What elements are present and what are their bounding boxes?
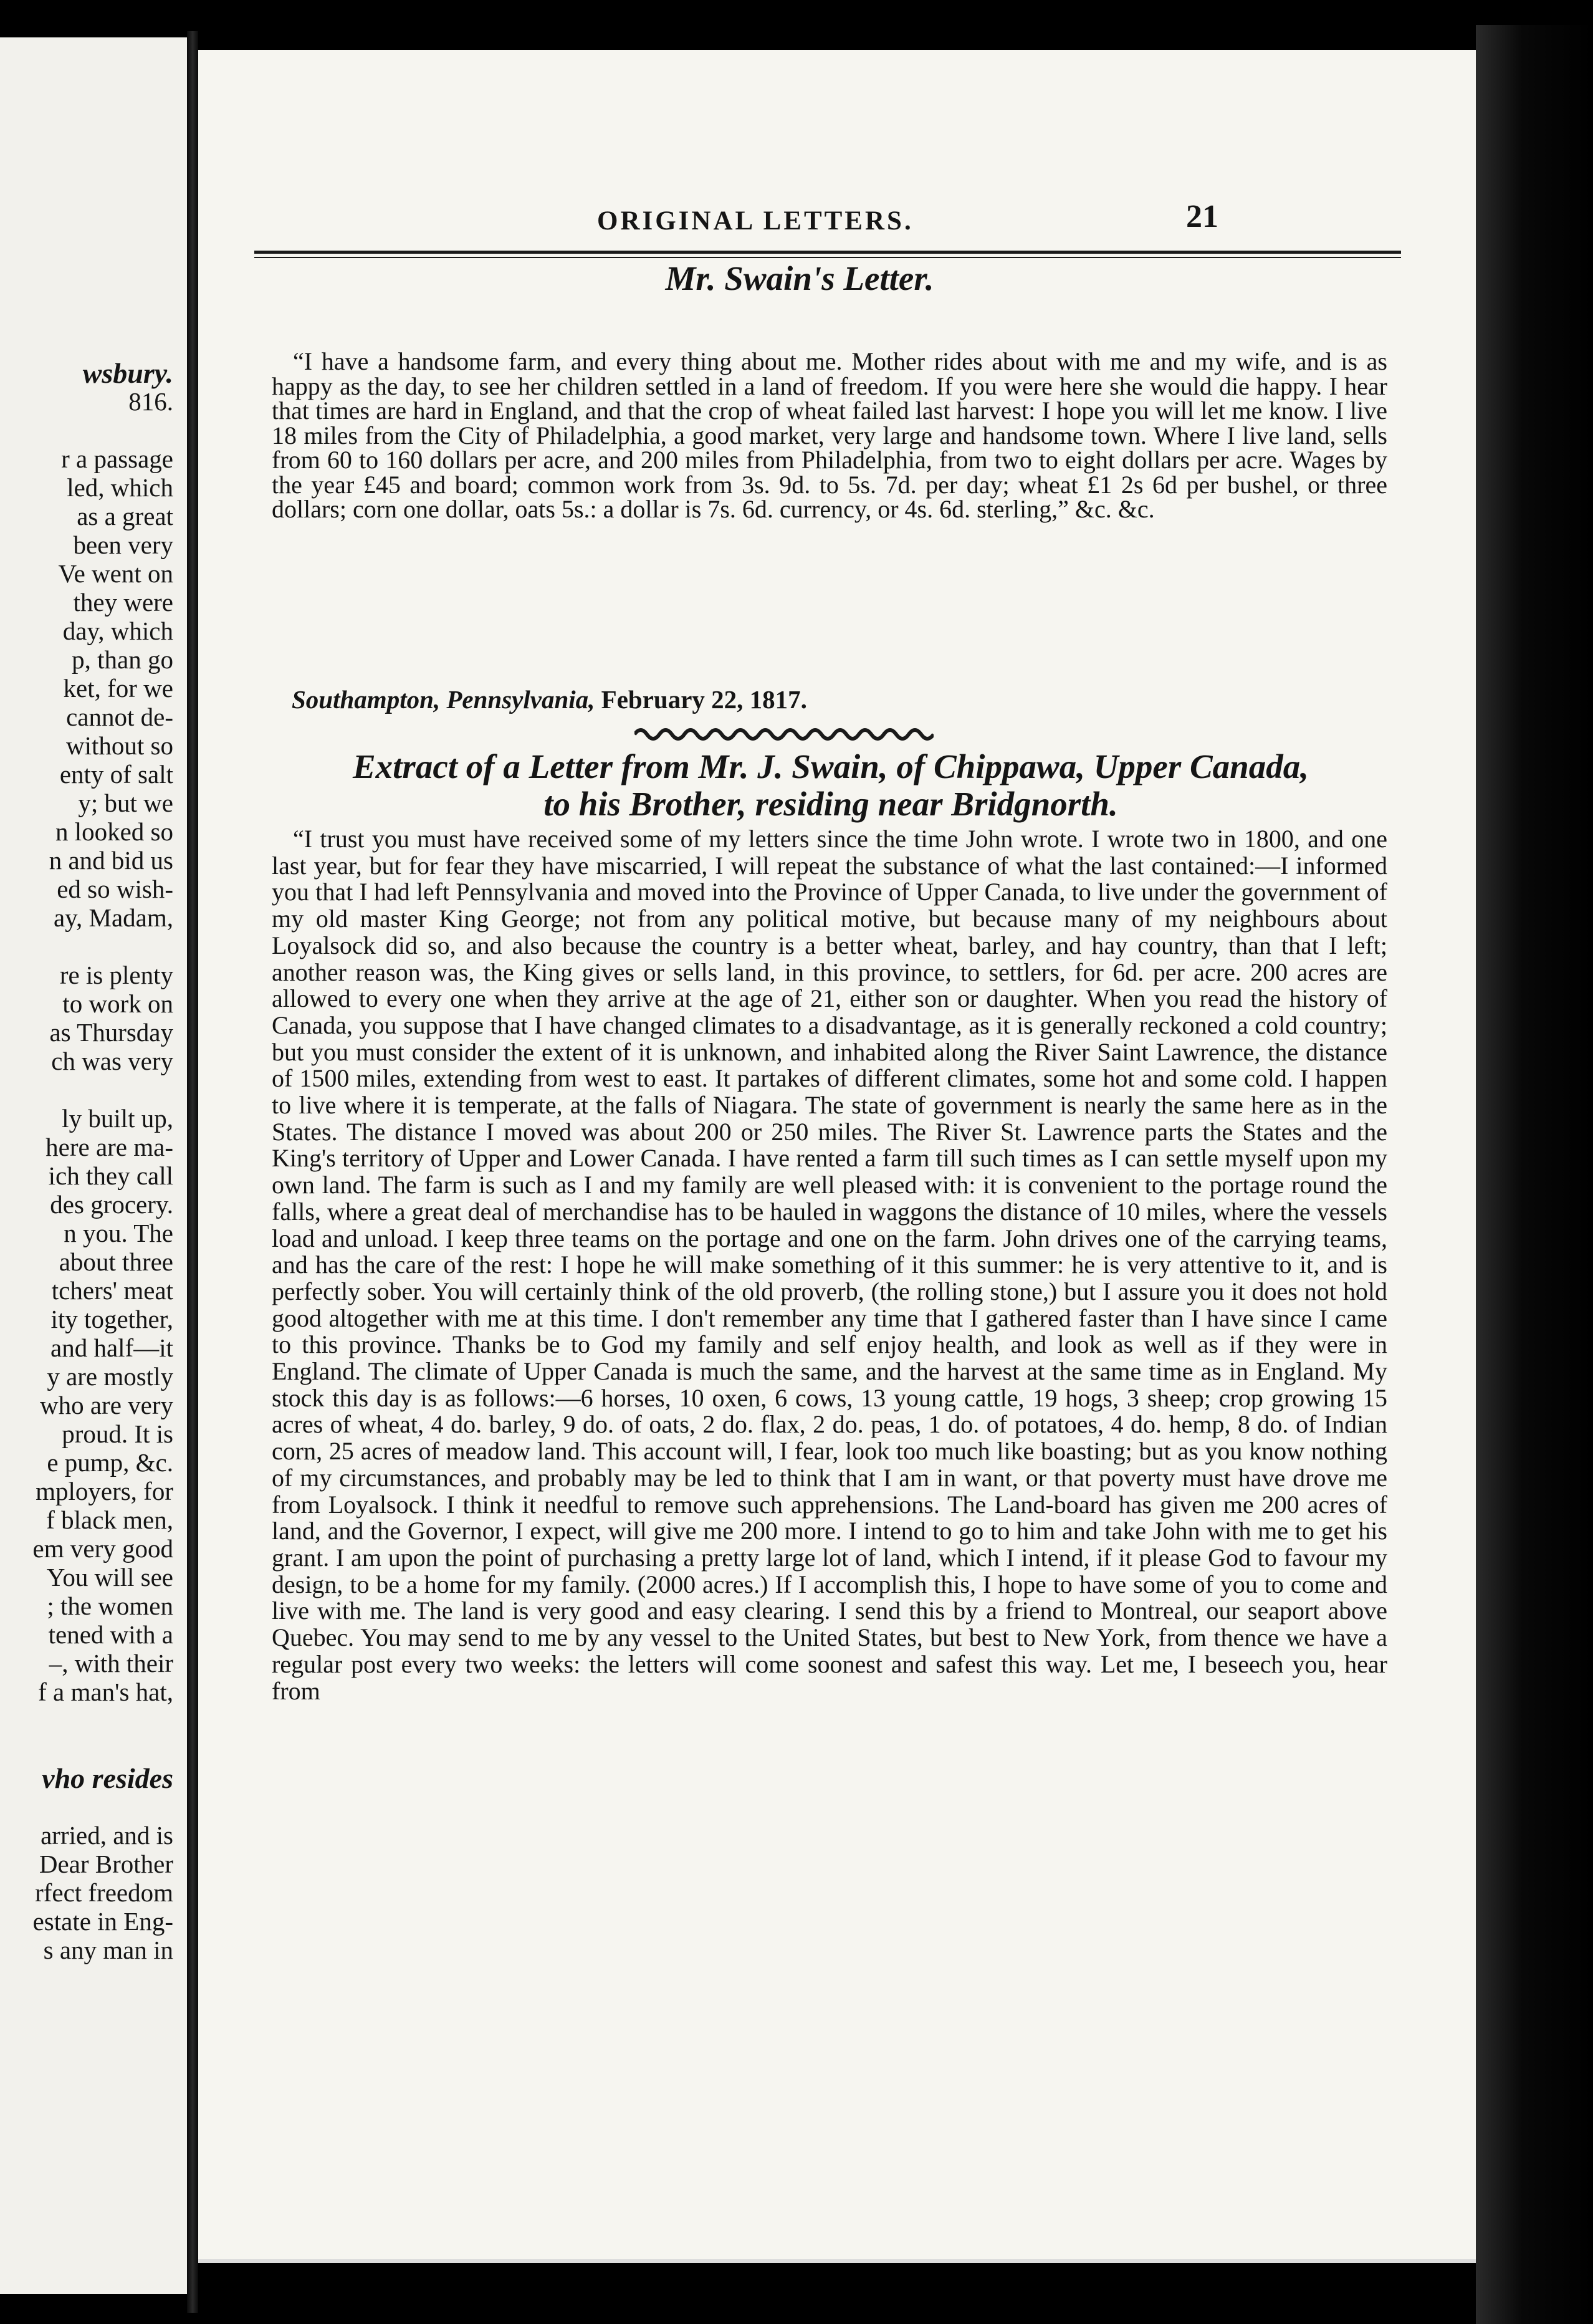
left-page-fragment	[0, 37, 187, 2294]
left-page-line: mployers, for	[36, 1477, 173, 1505]
header-rule-thin	[254, 257, 1401, 258]
left-page-line: as a great	[77, 502, 173, 531]
dateline	[292, 684, 807, 714]
left-page-line	[0, 1735, 173, 1764]
left-page-line: tened with a	[48, 1620, 173, 1649]
left-page-line: estate in Eng-	[32, 1907, 173, 1936]
extract-heading-line2: to his Brother, residing near Bridgnorth.	[543, 785, 1118, 823]
left-page-line: led, which	[67, 473, 173, 502]
dateline-place: Southampton, Pennsylvania,	[292, 685, 595, 714]
book-page	[198, 50, 1476, 2263]
left-page-line	[0, 416, 173, 444]
book-gutter	[187, 31, 198, 2313]
extract-heading-line1: Extract of a Letter from Mr. J. Swain, of Chippawa, Upper Canada,	[352, 747, 1309, 785]
left-page-line	[0, 1792, 173, 1821]
left-page-line	[0, 932, 173, 961]
left-page-line: day, which	[62, 617, 173, 645]
left-page-line: e pump, &c.	[47, 1448, 173, 1477]
left-page-line: ity together,	[50, 1305, 173, 1333]
left-page-line: ch was very	[51, 1047, 173, 1075]
left-page-line: ; the women	[47, 1592, 173, 1620]
left-page-line: Ve went on	[58, 559, 173, 588]
left-page-line: who are very	[39, 1391, 173, 1419]
left-page-line: here are ma-	[45, 1133, 173, 1161]
left-page-line: they were	[73, 588, 173, 617]
left-page-line: proud. It is	[62, 1419, 173, 1448]
left-page-line: 816.	[128, 387, 173, 416]
left-page-line: –, with their	[49, 1649, 173, 1678]
left-page-line: re is plenty	[59, 961, 173, 989]
page-bottom-edge	[198, 2259, 1476, 2263]
left-page-line: ed so wish-	[57, 875, 173, 903]
left-page-line: rfect freedom	[35, 1878, 173, 1907]
swain-letter-body	[272, 349, 1387, 522]
left-page-line: s any man in	[43, 1936, 173, 1964]
left-page-line	[0, 1706, 173, 1735]
left-page-line: ich they call	[48, 1161, 173, 1190]
left-page-line: n looked so	[55, 817, 173, 846]
section-heading-swain-letter: Mr. Swain's Letter.	[665, 259, 934, 297]
canada-letter-body	[272, 826, 1387, 1704]
header-rule-thick	[254, 251, 1401, 254]
left-page-line: been very	[73, 531, 173, 559]
left-page-line: arried, and is	[41, 1821, 173, 1850]
left-page-line: n you. The	[64, 1219, 173, 1247]
left-page-line: Dear Brother	[39, 1850, 173, 1878]
left-page-line: y are mostly	[47, 1362, 173, 1391]
running-head	[198, 197, 1476, 247]
left-page-line: vho resides	[42, 1762, 173, 1794]
left-page-line: You will see	[46, 1563, 173, 1592]
left-page-line: wsbury.	[82, 357, 173, 389]
left-page-text	[0, 358, 187, 1964]
swain-letter-paragraph: “I have a handsome farm, and every thing about me. Mother rides about with me and my wife, and is as happy as the day, to see her children settled in a land of freedom. If you were here she would die happy. I hear that times are hard in England, and that the crop of wheat failed last harvest: I hope you will let me know. I live 18 miles from the City of Philadelphia, a good market, very large and handsome town. Where I live land, sells from 60 to 160 dollars per acre, and 200 miles from Philadelphia, from two to eight dollars per acre. Wages by the year £45 and board; common work from 3s. 9d. to 5s. 7d. per day; wheat £1 2s 6d per bushel, or three dollars; corn one dollar, oats 5s.: a dollar is 7s. 6d. currency, or 4s. 6d. sterling,” &c. &c.	[272, 347, 1387, 523]
left-page-line: em very good	[32, 1534, 173, 1563]
dateline-date: February 22, 1817.	[601, 685, 807, 714]
left-page-line: tchers' meat	[51, 1276, 173, 1305]
left-page-line: ly built up,	[62, 1104, 173, 1133]
left-page-line: ket, for we	[63, 674, 173, 703]
left-page-line: ay, Madam,	[53, 903, 173, 932]
left-page-line: f a man's hat,	[38, 1678, 173, 1706]
left-page-line: f black men,	[46, 1505, 173, 1534]
left-page-line: y; but we	[78, 789, 173, 817]
left-page-line: enty of salt	[59, 760, 173, 789]
left-page-line: as Thursday	[49, 1018, 173, 1047]
left-page-line: about three	[59, 1247, 173, 1276]
left-page-line: n and bid us	[49, 846, 173, 875]
left-page-line: without so	[66, 731, 173, 760]
wavy-divider-ornament	[634, 721, 934, 746]
left-page-line: and half—it	[50, 1333, 173, 1362]
page-number: 21	[1186, 199, 1218, 234]
left-page-line	[0, 1075, 173, 1104]
left-page-line: to work on	[62, 989, 173, 1018]
left-page-line: des grocery.	[50, 1190, 173, 1219]
left-page-line: r a passage	[61, 444, 173, 473]
section-heading-extract	[273, 748, 1389, 823]
canada-letter-paragraph: “I trust you must have received some of my letters since the time John wrote. I wrote two in 1800, and one last year, but for fear they have miscarried, I will repeat the substance of what the last contained:—I informed you that I had left Pennsylvania and moved into the Province of Upper Canada, to live under the government of my old master King George; not from any political motive, but because many of my neighbours about Loyalsock did so, and also because the country is a better wheat, barley, and hay country, than that I left; another reason was, the King gives or sells land, in this province, to settlers, for 6d. per acre. 200 acres are allowed to every one when they arrive at the age of 21, either son or daughter. When you read the history of Canada, you suppose that I have changed climates to a disadvantage, as it is generally reckoned a cold country; but you must consider the extent of it is unknown, and inhabited along the River Saint Lawrence, the distance of 1500 miles, extending from west to east. It partakes of different climates, some hot and some cold. I happen to live where it is temperate, at the falls of Niagara. The state of government is nearly the same here as in the States. The distance I moved was about 200 or 250 miles. The River St. Lawrence parts the States and the King's territory of Upper and Lower Canada. I have rented a farm till such times as I can settle myself upon my own land. The farm is such as I and my family are well pleased with: it is convenient to the portage round the falls, where a great deal of merchandise has to be hauled in waggons the distance of 10 miles, where the vessels load and unload. I keep three teams on the portage and one on the farm. John drives one of the carrying teams, and has the care of the rest: I hope he will make something of it this summer: he is very attentive to it, and is perfectly sober. You will certainly think of the old proverb, (the rolling stone,) but I assure you it does not hold good altogether with me at this time. I don't remember any time that I gathered faster than I have since I came to this province. Thanks be to God my family and self enjoy health, and look as well as if they were in England. The climate of Upper Canada is much the same, and the harvest at the same time as in England. My stock this day is as follows:—6 horses, 10 oxen, 6 cows, 13 young cattle, 19 hogs, 3 sheep; crop growing 15 acres of wheat, 4 do. barley, 9 do. of oats, 2 do. flax, 2 do. peas, 1 do. of potatoes, 4 do. hemp, 8 do. of Indian corn, 25 acres of meadow land. This account will, I fear, look too much like boasting; but as you know nothing of my circumstances, and probably may be led to think that I am in want, or that poverty must have drove me from Loyalsock. I think it needful to remove such apprehensions. The Land-board has given me 200 acres of land, and the Governor, I expect, will give me 200 more. I intend to go to him and take John with me to get his grant. I am upon the point of purchasing a pretty large lot of land, which I intend, if it please God to favour my design, to be a home for my family. (2000 acres.) If I accomplish this, I hope to have some of you to come and live with me. The land is very good and easy clearing. I send this by a friend to Montreal, our seaport above Quebec. You may send to me by any vessel to the United States, but best to New York, from thence we have a regular post every two weeks: the letters will come soonest and safest this way. Let me, I beseech you, hear from	[272, 825, 1387, 1705]
page-right-edge-shadow	[1476, 25, 1593, 2324]
running-title: ORIGINAL LETTERS.	[597, 206, 914, 236]
left-page-line: cannot de-	[66, 703, 173, 731]
left-page-line: p, than go	[72, 645, 173, 674]
